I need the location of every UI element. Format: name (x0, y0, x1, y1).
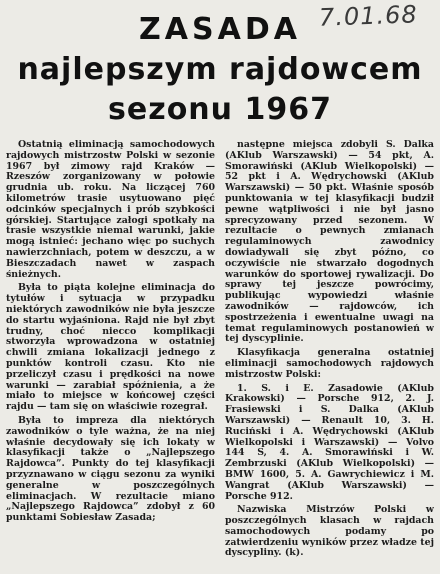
article-headline (0, 10, 440, 130)
headline-line-3: sezonu 1967 (108, 92, 332, 127)
right-column (225, 140, 434, 572)
paragraph: Była to impreza dla niektórych zawodników o tyle ważna, że na niej właśnie decydowały się ich lokaty w klasyfikacji także o „Najlepszego Rajdowca”. Punkty do tej klasyfikacji przyznawano w ciągu sezonu za wyniki generalne w poszczególnych eliminacjach. W rezultacie miano „Najlepszego Rajdowca” zdobył z 60 punktami Sobiesław Zasada; (6, 414, 215, 524)
paragraph: Klasyfikacja generalna ostatniej eliminacji samochodowych rajdowych mistrzostw Polski: (225, 347, 434, 380)
paragraph: następne miejsca zdobyli S. Dalka (AKlub Warszawski) — 54 pkt, A. Smorawiński (AKlub Wielkopolski) — 52 pkt i A. Wędrychowski (AKlub Warszawski) — 50 pkt. Właśnie sposób punktowania w tej klasyfikacji budził pewne wątpliwości i nie był jasno sprecyzowany przed sezonem. W rezultacie o pewnych zmianach regulaminowych zawodnicy dowiadywali się zbyt późno, co oczywiście nie stwarzało dogodnych warunków do sportowej rywalizacji. Do sprawy tej jeszcze powrócimy, publikując wypowiedzi właśnie zawodników — rajdowców, ich spostrzeżenia i ewentualne uwagi na temat regulaminowych postanowień w tej dyscyplinie. (225, 140, 434, 345)
left-column (6, 140, 215, 572)
paragraph: Ostatnią eliminacją samochodowych rajdowych mistrzostw Polski w sezonie 1967 był zimowy rajd Kraków — Rzeszów zorganizowany w połowie grudnia ub. roku. Na liczącej 760 kilometrów trasie usytuowano pięć odcinków specjalnych i prób szybkości górskiej. Startujące załogi spotkały na trasie wszystkie niemal warunki, jakie mogą istnieć: jechano więc po suchych nawierzchniach, potem w deszczu, a w Bieszczadach nawet w zaspach śnieżnych. (6, 140, 215, 280)
headline-line-1: ZASADA (139, 12, 301, 47)
paragraph: Nazwiska Mistrzów Polski w poszczególnych klasach w rajdach samochodowych podamy po zatwierdzeniu wyników przez władze tej dyscypliny. (k). (225, 504, 434, 559)
article-body (6, 140, 434, 572)
paragraph: 1. S. i E. Zasadowie (AKlub Krakowski) — Porsche 912, 2. J. Frasiewski i S. Dalka (AKlub Warszawski) — Renault 10, 3. H. Ruciński i A. Wędrychowski (AKlub Wielkopolski i Warszawski) — Volvo 144 S, 4. A. Smorawiński i W. Zembrzuski (AKlub Wielkopolski) — BMW 1600, 5. A. Gawrychiewicz i M. Wangrat (AKlub Warszawski) — Porsche 912. (225, 382, 434, 502)
paragraph: Była to piąta kolejne eliminacja do tytułów i sytuacja w przypadku niektórych zawodników nie była jeszcze do startu wyjaśniona. Rajd nie był zbyt trudny, choć niecco komplikacji stworzyła wprowadzona w ostatniej chwili zmiana lokalizacji jednego z punktów kontroli czasu. Kto nie przeliczył czasu i prędkości na nowe warunki — zarabiał spóźnienia, a że miało to miejsce w końcowej części rajdu — tam się on właściwie rozegrał. (6, 282, 215, 413)
handwritten-date: 7.01.68 (318, 0, 419, 32)
headline-line-2: najlepszym rajdowcem (17, 52, 423, 87)
